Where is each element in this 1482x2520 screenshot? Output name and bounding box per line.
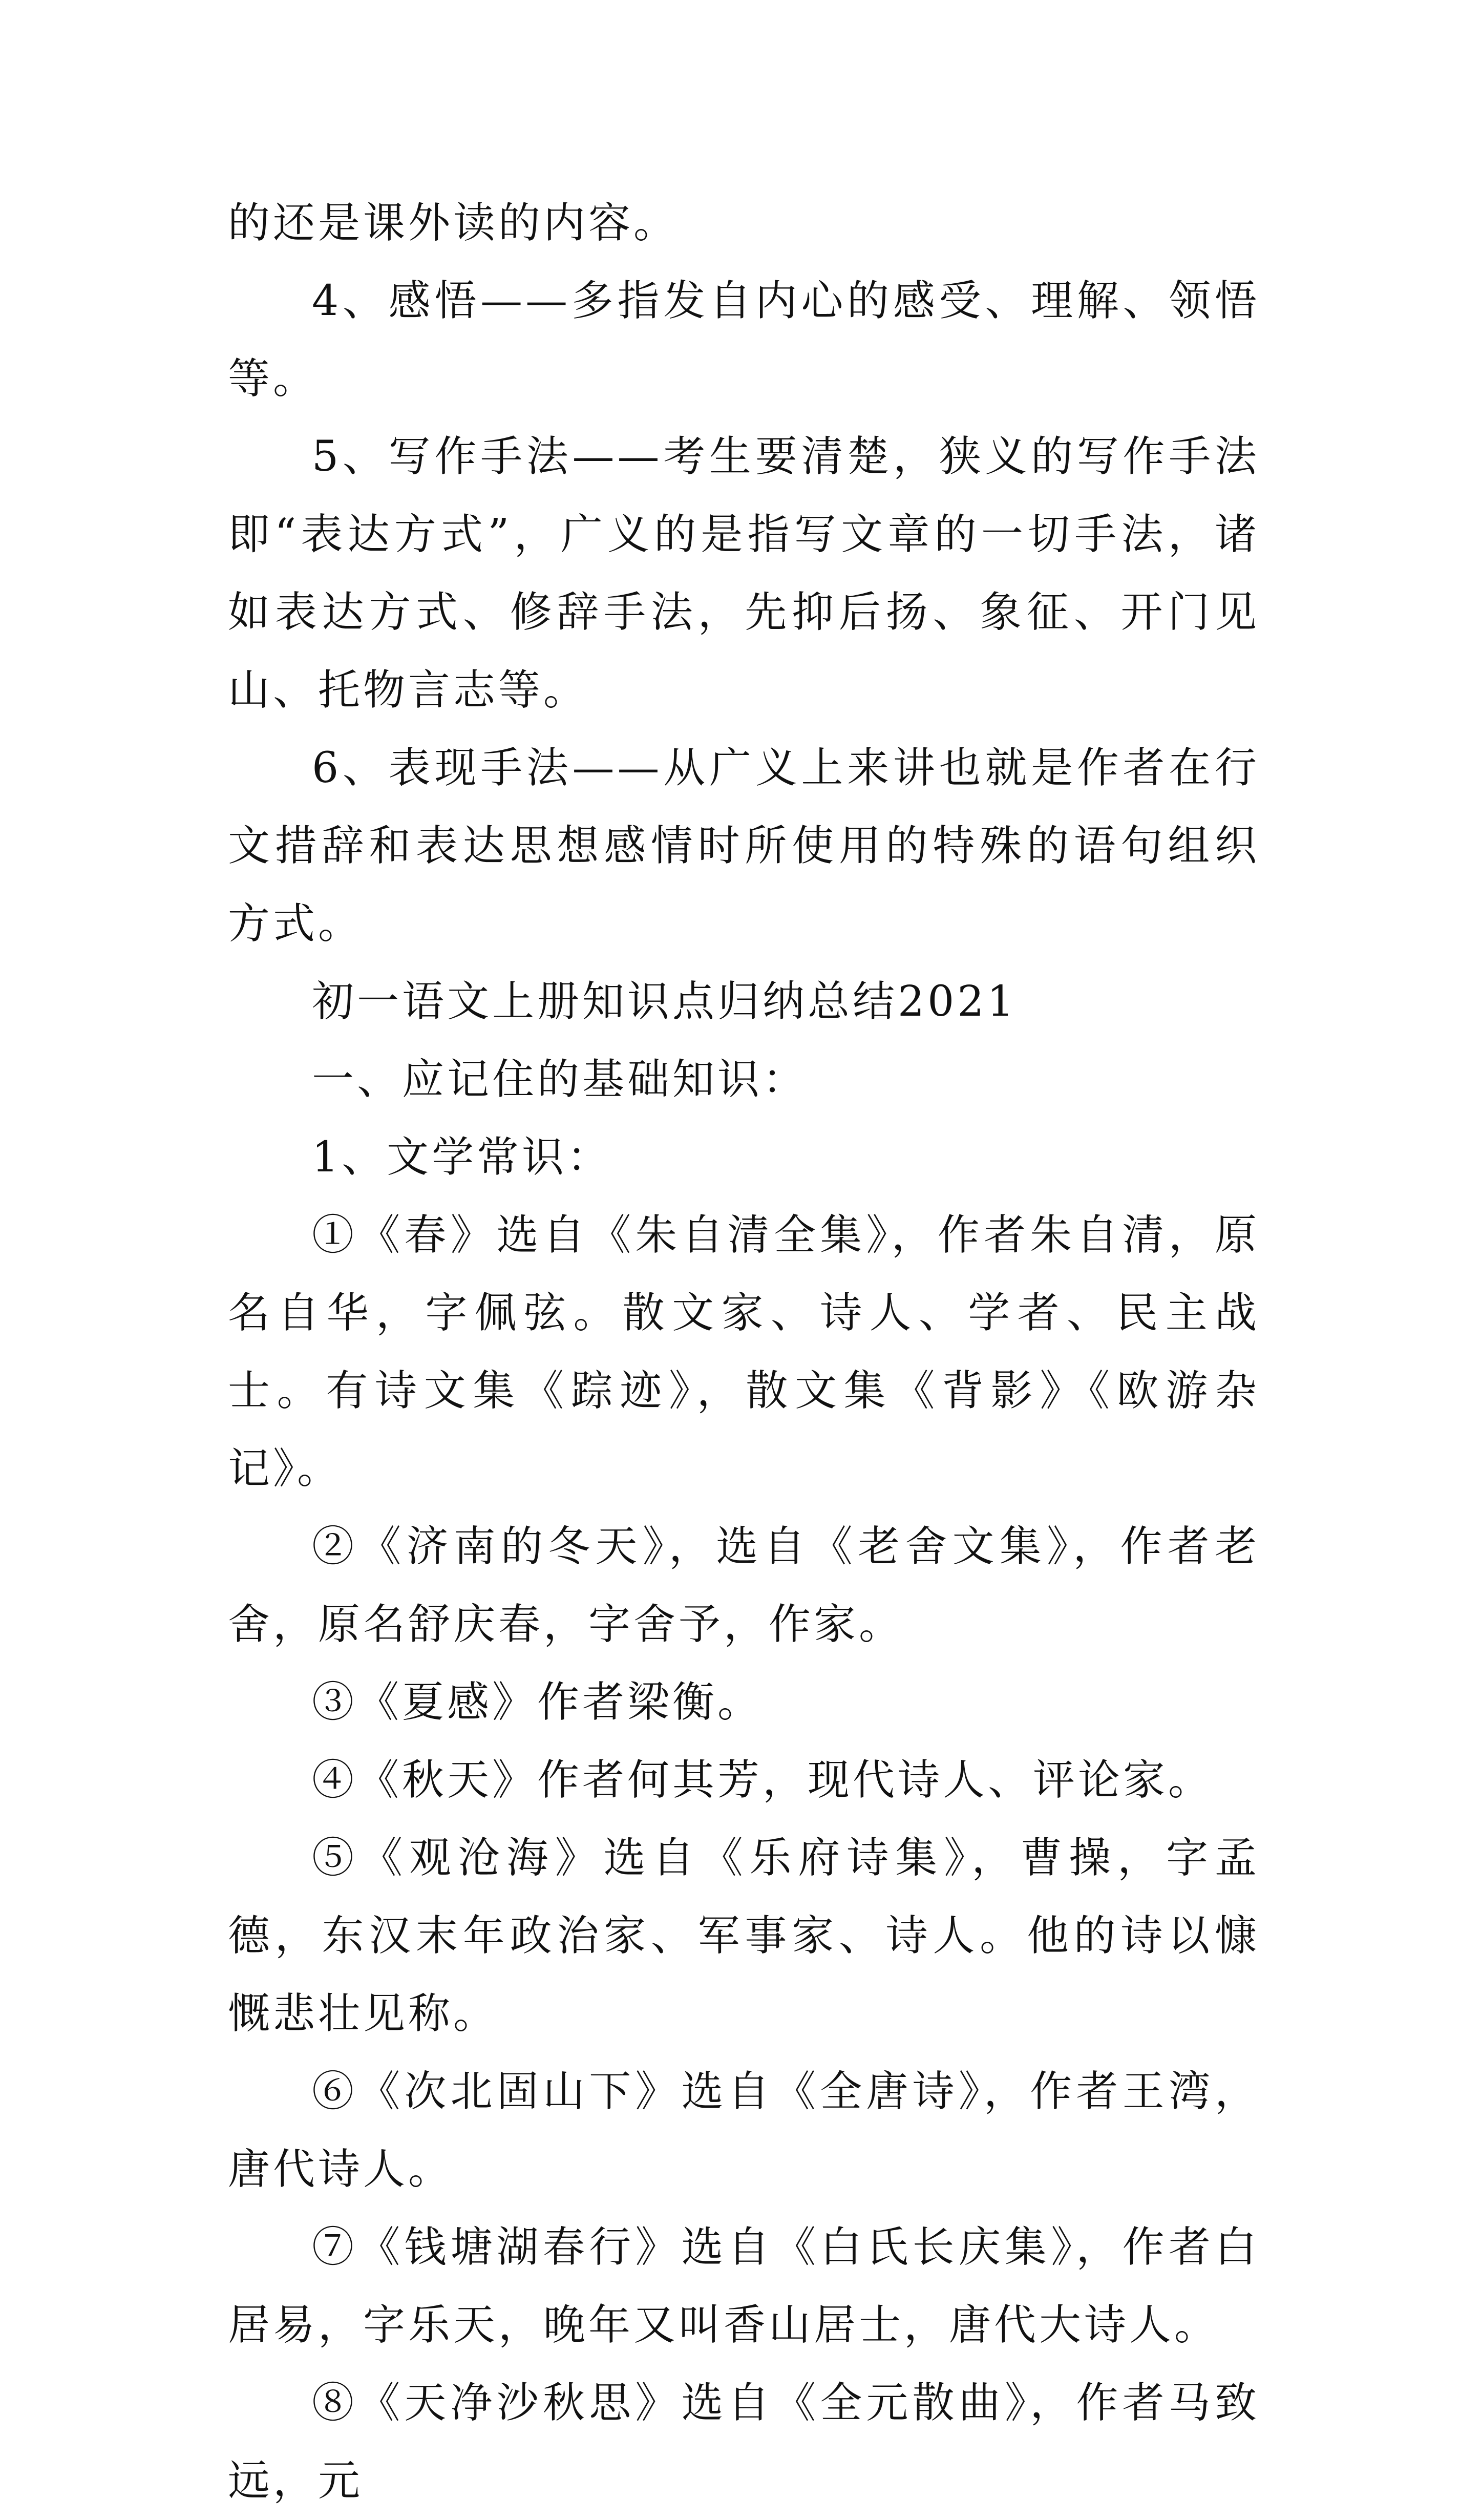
list-item: ⑧《天净沙秋思》选自《全元散曲》，作者马致远，元 xyxy=(228,2379,1260,2505)
list-item: ④《秋天》作者何其芳，现代诗人、评论家。 xyxy=(312,1756,1214,1804)
paragraph: 4、感悟——多指发自内心的感受、理解、领悟等。 xyxy=(228,277,1260,403)
list-item: ②《济南的冬天》，选自《老舍文集》，作者老舍，原名舒庆春，字舍予，作家。 xyxy=(228,1522,1260,1649)
paragraph: 6、表现手法——从广义上来讲也就是作者在行文措辞和表达思想感情时所使用的特殊的语句组织方式。 xyxy=(228,744,1260,948)
list-item: ③《夏感》作者梁衡。 xyxy=(312,1678,763,1727)
document-body xyxy=(228,184,1260,2520)
section-title: 初一语文上册知识点归纳总结2021 xyxy=(312,977,1017,1026)
list-item: ①《春》选自《朱自清全集》，作者朱自清，原名自华，字佩弦。散文家、诗人、学者、民主战士。有诗文集《踪迹》，散文集《背影》《欧游杂记》。 xyxy=(228,1211,1260,1493)
section-heading: 一、应记住的基础知识： xyxy=(312,1055,808,1104)
list-item: ⑥《次北固山下》选自《全唐诗》，作者王湾，唐代诗人。 xyxy=(228,2067,1260,2194)
paragraph: 的还是课外读的内容。 xyxy=(228,199,679,247)
paragraph: 5、写作手法——考生要清楚，狭义的写作手法即“表达方式”，广义的是指写文章的一切手法，诸如表达方式、修辞手法，先抑后扬、象征、开门见山、托物言志等。 xyxy=(228,432,1260,715)
list-item: ⑦《钱塘湖春行》选自《白氏长庆集》，作者白居易，字乐天，晚年又叫香山居士，唐代大诗人。 xyxy=(228,2223,1260,2349)
subsection-heading: 1、文学常识： xyxy=(312,1133,612,1182)
list-item: ⑤《观沧海》选自《乐府诗集》，曹操，字孟德，东汉末年政治家、军事家、诗人。他的诗以慷慨悲壮见称。 xyxy=(228,1834,1260,2038)
